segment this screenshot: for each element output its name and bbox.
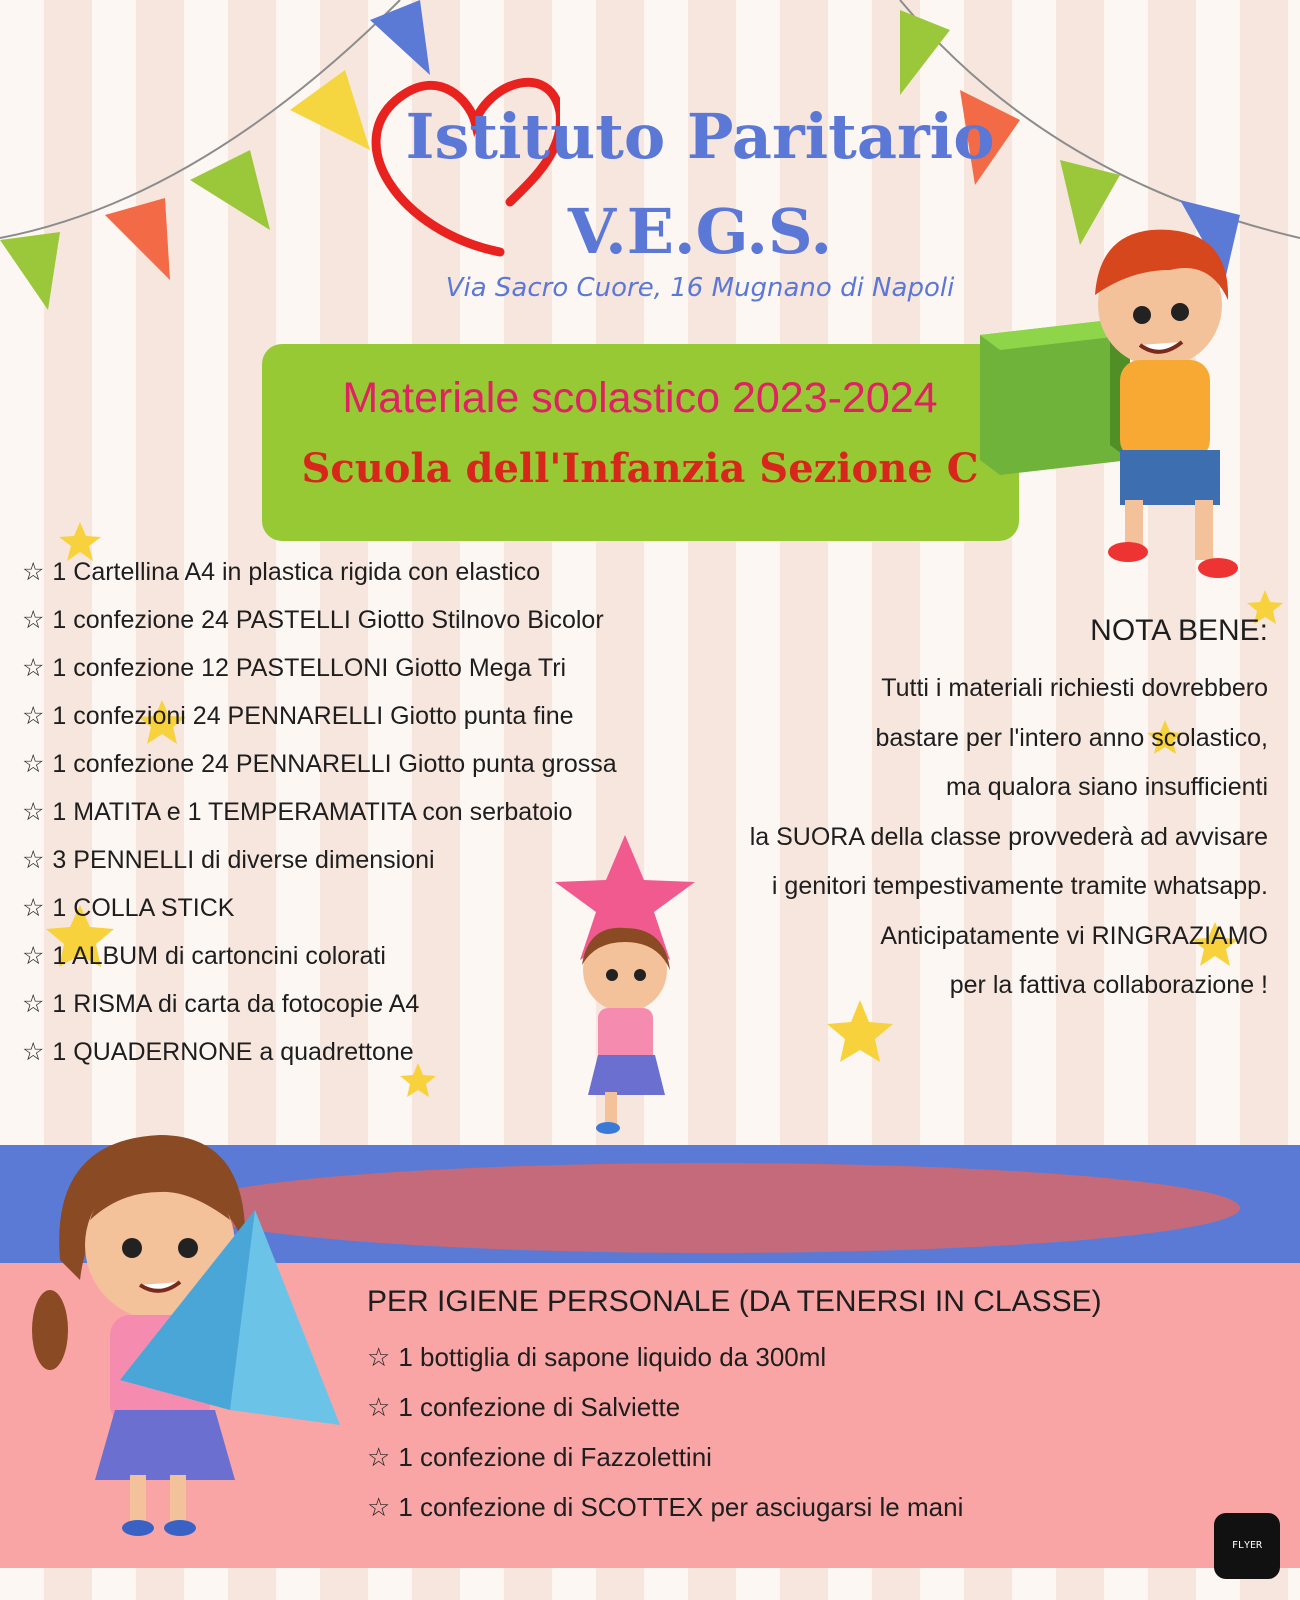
list-item: ☆ 1 confezione di Salviette (367, 1392, 681, 1422)
star-bullet-icon: ☆ (22, 942, 45, 970)
nota-bene-text (700, 664, 1268, 1011)
school-address: Via Sacro Cuore, 16 Mugnano di Napoli (445, 273, 955, 303)
list-item: ☆ 1 QUADERNONE a quadrettone (22, 1038, 414, 1066)
list-item: ☆ 1 RISMA di carta da fotocopie A4 (22, 990, 420, 1018)
list-item: ☆ 1 confezione 12 PASTELLONI Giotto Mega Tri (22, 654, 567, 682)
star-bullet-icon: ☆ (22, 606, 45, 634)
list-item: ☆ 1 confezione 24 PENNARELLI Giotto punta grossa (22, 750, 617, 778)
list-item: ☆ 1 COLLA STICK (22, 894, 235, 922)
nota-line: i genitori tempestivamente tramite whatsapp. (771, 872, 1268, 900)
star-bullet-icon: ☆ (22, 990, 45, 1018)
list-item: ☆ 1 confezione di Fazzolettini (367, 1442, 712, 1472)
star-bullet-icon: ☆ (22, 702, 45, 730)
nota-line: bastare per l'intero anno scolastico, (875, 723, 1268, 752)
star-bullet-icon: ☆ (367, 1442, 391, 1472)
list-item: ☆ 1 confezione 24 PASTELLI Giotto Stilnovo Bicolor (22, 606, 604, 634)
list-item: ☆ 1 MATITA e 1 TEMPERAMATITA con serbatoio (22, 798, 573, 826)
girl-with-pyramid-illustration (20, 1120, 360, 1560)
star-bullet-icon: ☆ (367, 1392, 391, 1422)
star-bullet-icon: ☆ (22, 558, 45, 586)
banner-section: Scuola dell'Infanzia Sezione C (301, 445, 979, 492)
banner-materials-year: Materiale scolastico 2023-2024 (342, 374, 938, 422)
list-item: ☆ 1 bottiglia di sapone liquido da 300ml (367, 1342, 827, 1372)
school-title-line1: Istituto Paritario (405, 100, 995, 173)
star-bullet-icon: ☆ (22, 894, 45, 922)
list-item: ☆ 1 confezioni 24 PENNARELLI Giotto punta fine (22, 702, 574, 730)
nota-line: per la fattiva collaborazione ! (949, 971, 1268, 999)
star-bullet-icon: ☆ (22, 798, 45, 826)
star-bullet-icon: ☆ (22, 654, 45, 682)
list-item: ☆ 3 PENNELLI di diverse dimensioni (22, 846, 435, 874)
star-bullet-icon: ☆ (22, 846, 45, 874)
nota-line: la SUORA della classe provvederà ad avvisare (749, 822, 1268, 851)
hygiene-list (367, 1332, 1267, 1532)
materials-list (22, 548, 702, 1076)
school-title-line2: V.E.G.S. (567, 195, 833, 268)
star-bullet-icon: ☆ (367, 1342, 391, 1372)
list-item: ☆ 1 Cartellina A4 in plastica rigida con elastico (22, 558, 541, 586)
nota-line: Anticipatamente vi RINGRAZIAMO (880, 921, 1268, 950)
flyer-maker-logo: FLYER (1214, 1513, 1280, 1579)
star-bullet-icon: ☆ (367, 1492, 391, 1522)
nota-bene-title: NOTA BENE: (1090, 614, 1268, 647)
list-item: ☆ 1 confezione di SCOTTEX per asciugarsi le mani (367, 1492, 964, 1522)
hygiene-title: PER IGIENE PERSONALE (DA TENERSI IN CLASSE) (367, 1285, 1102, 1318)
star-bullet-icon: ☆ (22, 750, 45, 778)
nota-line: ma qualora siano insufficienti (946, 773, 1268, 801)
list-item: ☆ 1 ALBUM di cartoncini colorati (22, 942, 386, 970)
star-bullet-icon: ☆ (22, 1038, 45, 1066)
nota-line: Tutti i materiali richiesti dovrebbero (881, 674, 1268, 702)
